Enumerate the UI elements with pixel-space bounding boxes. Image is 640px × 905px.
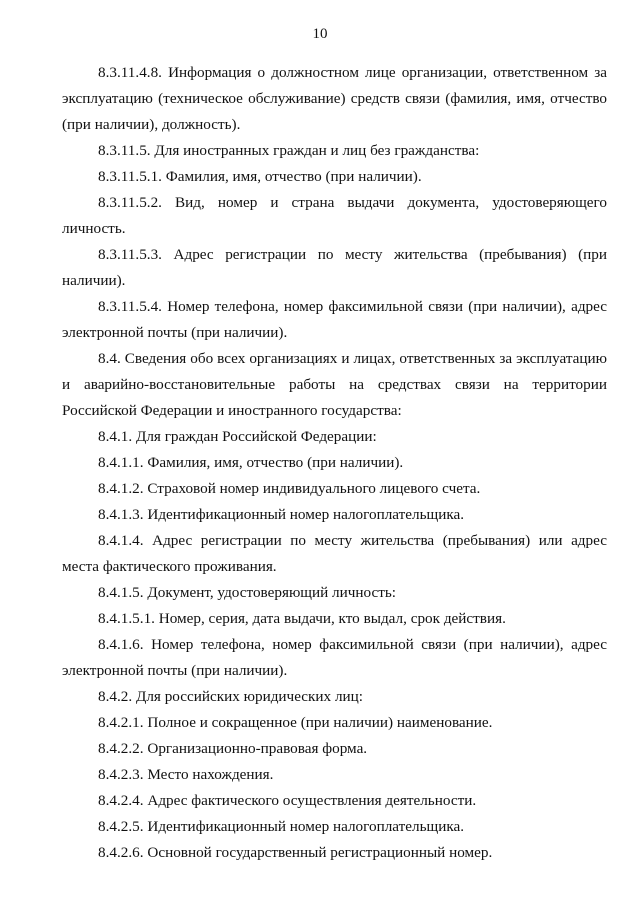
document-body bbox=[62, 60, 607, 866]
paragraph-8-4-2-2: 8.4.2.2. Организационно-правовая форма. bbox=[98, 740, 368, 757]
paragraph-8-4-2-6: 8.4.2.6. Основной государственный регистрационный номер. bbox=[98, 844, 493, 861]
paragraph-8-3-11-5-1: 8.3.11.5.1. Фамилия, имя, отчество (при наличии). bbox=[98, 168, 422, 185]
paragraph-8-3-11-5-2: 8.3.11.5.2. Вид, номер и страна выдачи документа, удостоверяющего личность. bbox=[62, 194, 607, 237]
paragraph-8-4-1-5-1: 8.4.1.5.1. Номер, серия, дата выдачи, кто выдал, срок действия. bbox=[98, 610, 506, 627]
page-number: 10 bbox=[312, 26, 328, 42]
paragraph-8-4-2-3: 8.4.2.3. Место нахождения. bbox=[98, 766, 274, 783]
paragraph-8-3-11-5-3: 8.3.11.5.3. Адрес регистрации по месту жительства (пребывания) (при наличии). bbox=[62, 246, 607, 289]
paragraph-8-4-2-5: 8.4.2.5. Идентификационный номер налогоплательщика. bbox=[98, 818, 465, 835]
paragraph-8-4-1-2: 8.4.1.2. Страховой номер индивидуального лицевого счета. bbox=[98, 480, 481, 497]
paragraph-8-4-1-5: 8.4.1.5. Документ, удостоверяющий личность: bbox=[98, 584, 397, 601]
paragraph-8-4-1-3: 8.4.1.3. Идентификационный номер налогоплательщика. bbox=[98, 506, 465, 523]
paragraph-8-3-11-5: 8.3.11.5. Для иностранных граждан и лиц без гражданства: bbox=[98, 142, 480, 159]
paragraph-8-4-2-1: 8.4.2.1. Полное и сокращенное (при наличии) наименование. bbox=[98, 714, 493, 731]
paragraph-8-4: 8.4. Сведения обо всех организациях и лицах, ответственных за эксплуатацию и аварийно-восстановительные работы на средствах связи на территории Российской Федерации и иностранного государства: bbox=[62, 350, 607, 419]
paragraph-8-4-1-1: 8.4.1.1. Фамилия, имя, отчество (при наличии). bbox=[98, 454, 404, 471]
paragraph-8-4-2: 8.4.2. Для российских юридических лиц: bbox=[98, 688, 364, 705]
paragraph-8-4-1-4: 8.4.1.4. Адрес регистрации по месту жительства (пребывания) или адрес места фактического проживания. bbox=[62, 532, 607, 575]
paragraph-8-3-11-4-8: 8.3.11.4.8. Информация о должностном лице организации, ответственном за эксплуатацию (техническое обслуживание) средств связи (фамилия, имя, отчество (при наличии), должность). bbox=[62, 64, 607, 133]
paragraph-8-4-1-6: 8.4.1.6. Номер телефона, номер факсимильной связи (при наличии), адрес электронной почты (при наличии). bbox=[62, 636, 607, 679]
paragraph-8-4-1: 8.4.1. Для граждан Российской Федерации: bbox=[98, 428, 377, 445]
paragraph-8-3-11-5-4: 8.3.11.5.4. Номер телефона, номер факсимильной связи (при наличии), адрес электронной почты (при наличии). bbox=[62, 298, 607, 341]
paragraph-8-4-2-4: 8.4.2.4. Адрес фактического осуществления деятельности. bbox=[98, 792, 477, 809]
